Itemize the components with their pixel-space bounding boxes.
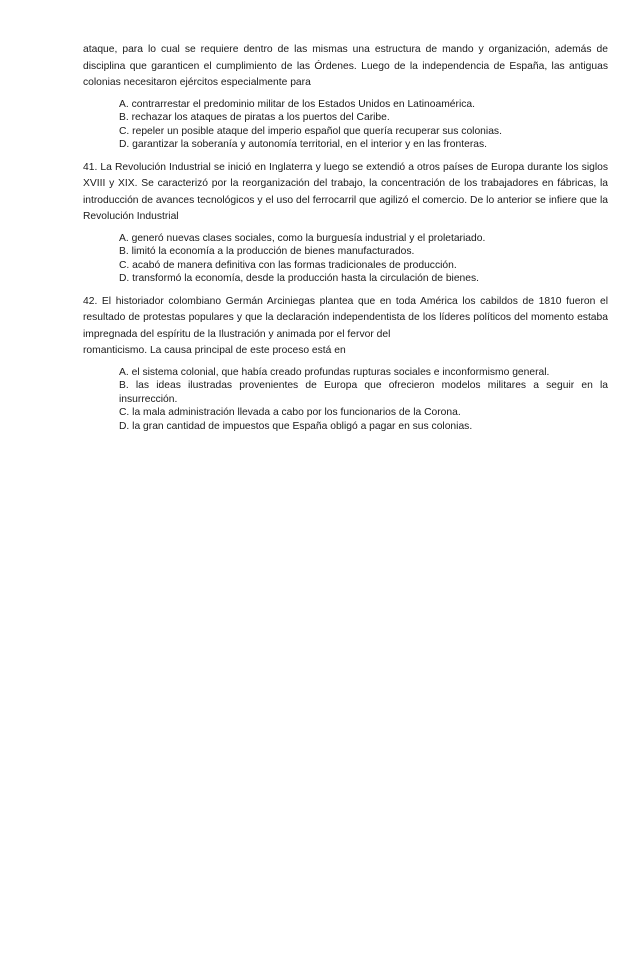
question-42-options — [119, 366, 608, 434]
option-a: A. generó nuevas clases sociales, como la burguesía industrial y el proletariado. — [119, 232, 486, 244]
document-page — [83, 42, 608, 441]
option-c: C. acabó de manera definitiva con las formas tradicionales de producción. — [119, 259, 457, 271]
option-c: C. repeler un posible ataque del imperio español que quería recuperar sus colonias. — [119, 125, 502, 137]
option-b: B. limitó la economía a la producción de bienes manufacturados. — [119, 246, 415, 257]
option-d: D. garantizar la soberanía y autonomía territorial, en el interior y en las fronteras. — [119, 139, 488, 150]
question-42-text-part2: romanticismo. La causa principal de este proceso está en — [83, 345, 346, 356]
option-b: B. las ideas ilustradas provenientes de Europa que ofrecieron modelos militares a seguir en la insurrección. — [119, 380, 608, 405]
question-40-options — [119, 98, 608, 152]
question-42-text — [83, 294, 608, 360]
question-40-text: ataque, para lo cual se requiere dentro de las mismas una estructura de mando y organización, además de disciplina que garanticen el cumplimiento de las Órdenes. Luego de la independencia de España, las antiguas colonias necesitaron ejércitos especialmente para — [83, 44, 608, 88]
option-b: B. rechazar los ataques de piratas a los puertos del Caribe. — [119, 112, 390, 123]
option-d: D. transformó la economía, desde la producción hasta la circulación de bienes. — [119, 273, 480, 284]
question-42 — [83, 294, 608, 434]
question-42-text-part1: 42. El historiador colombiano Germán Arciniegas plantea que en toda América los cabildos de 1810 fueron el resultado de protestas populares y que la declaración independentista de los líderes políticos del momento estaba impregnada del espíritu de la Ilustración y animada por el fervor del — [83, 295, 608, 340]
option-c: C. la mala administración llevada a cabo por los funcionarios de la Corona. — [119, 407, 461, 418]
question-41-text: 41. La Revolución Industrial se inició en Inglaterra y luego se extendió a otros países de Europa durante los siglos XVIII y XIX. Se caracterizó por la reorganización del trabajo, la concentración de los trabajadores en fábricas, la introducción de avances tecnológicos y el uso del ferrocarril que agilizó el comercio. De lo anterior se infiere que la Revolución Industrial — [83, 161, 608, 222]
option-a: A. contrarrestar el predominio militar de los Estados Unidos en Latinoamérica. — [119, 98, 475, 110]
question-41 — [83, 160, 608, 286]
question-40-continuation — [83, 42, 608, 152]
question-41-options — [119, 232, 608, 286]
option-a: A. el sistema colonial, que había creado profundas rupturas sociales e inconformismo general. — [119, 366, 550, 378]
option-d: D. la gran cantidad de impuestos que España obligó a pagar en sus colonias. — [119, 420, 473, 432]
